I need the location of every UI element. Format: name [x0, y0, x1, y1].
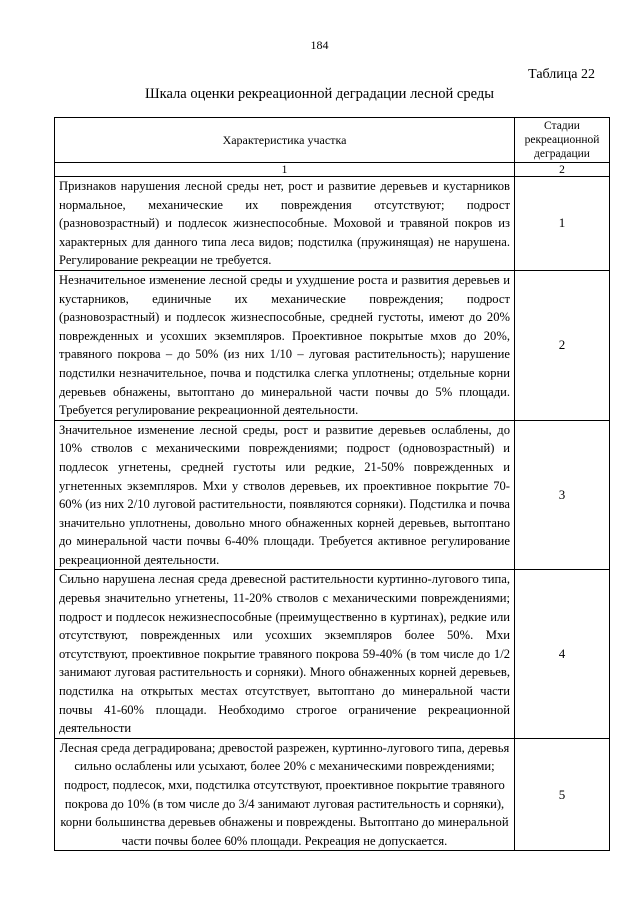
row-description: Признаков нарушения лесной среды нет, рост и развитие деревьев и кустарников нормальное, механические их повреждения отсутствуют; подрост (разновозрастный) и подлесок жизнеспособные. Моховой и травяной покров из характерных для данного типа леса видов; подстилка (пружинящая) не нарушена. Регулирование рекреации не требуется.: [55, 177, 515, 271]
row-stage: 2: [515, 270, 610, 420]
column-number: 2: [515, 163, 610, 177]
degradation-scale-table: [54, 117, 610, 851]
row-stage: 3: [515, 420, 610, 570]
table-row: [55, 270, 610, 420]
table-row: [55, 570, 610, 738]
row-stage: 5: [515, 738, 610, 851]
row-description: Сильно нарушена лесная среда древесной растительности куртинно-лугового типа, деревья значительно угнетены, 11-20% стволов с механическими повреждениями; подрост и подлесок нежизнеспособные (преимущественно в куртинах), редкие или отсутствуют, поврежденных или усохших экземпляров более 50%. Мхи отсутствуют, проективное покрытие травяного покрова 59-40% (в том числе до 1/2 занимают луговая растительность и сорняки). Много обнаженных корней деревьев, подстилка на открытых местах отсутствует, вытоптано до минеральной части почвы 41-60% площади. Необходимо строгое ограничение рекреационной деятельности: [55, 570, 515, 738]
header-degradation-stage: Стадии рекреационной деградации: [515, 118, 610, 163]
table-header-row: [55, 118, 610, 163]
table-caption: Таблица 22: [528, 67, 595, 82]
column-number-row: [55, 163, 610, 177]
table-row: [55, 738, 610, 851]
row-description: Незначительное изменение лесной среды и ухудшение роста и развития деревьев и кустарников, единичные их механические повреждения; подрост (разновозрастный) и подлесок жизнеспособные, средней густоты, имеют до 20% поврежденных и усохших экземпляров. Проективное покрытые мхов до 20%, травяного покрова – до 50% (из них 1/10 – луговая растительность); нарушение подстилки незначительное, почва и подстилка слегка уплотнены; отдельные корни деревьев обнажены, вытоптано до минеральной части почвы до 5% площади. Требуется регулирование рекреационной деятельности.: [55, 270, 515, 420]
row-description: Лесная среда деградирована; древостой разрежен, куртинно-лугового типа, деревья сильно ослаблены или усыхают, более 20% с механическими повреждениями; подрост, подлесок, мхи, подстилка отсутствуют, проективное покрытие травяного покрова до 10% (в том числе до 3/4 занимают луговая растительность и сорняки), корни большинства деревьев обнажены и повреждены. Вытоптано до минеральной части почвы более 60% площади. Рекреация не допускается.: [55, 738, 515, 851]
page-number: 184: [310, 38, 329, 52]
table-row: [55, 420, 610, 570]
row-stage: 1: [515, 177, 610, 271]
document-title: Шкала оценки рекреационной деградации лесной среды: [145, 86, 494, 102]
column-number: 1: [55, 163, 515, 177]
row-stage: 4: [515, 570, 610, 738]
header-site-characteristic: Характеристика участка: [55, 118, 515, 163]
row-description: Значительное изменение лесной среды, рост и развитие деревьев ослаблены, до 10% стволов с механическими повреждениями; подрост (одновозрастный) и подлесок угнетены, средней густоты или редкие, 21-50% поврежденных и угнетенных экземпляров. Мхи у стволов деревьев, их проективное покрытие 70-60% (из них 2/10 луговой растительности, появляются сорняки). Подстилка и почва значительно уплотнены, довольно много обнаженных корней деревьев, вытоптано до минеральной части почвы 6-40% площади. Требуется активное регулирование рекреационной деятельности.: [55, 420, 515, 570]
table-row: [55, 177, 610, 271]
